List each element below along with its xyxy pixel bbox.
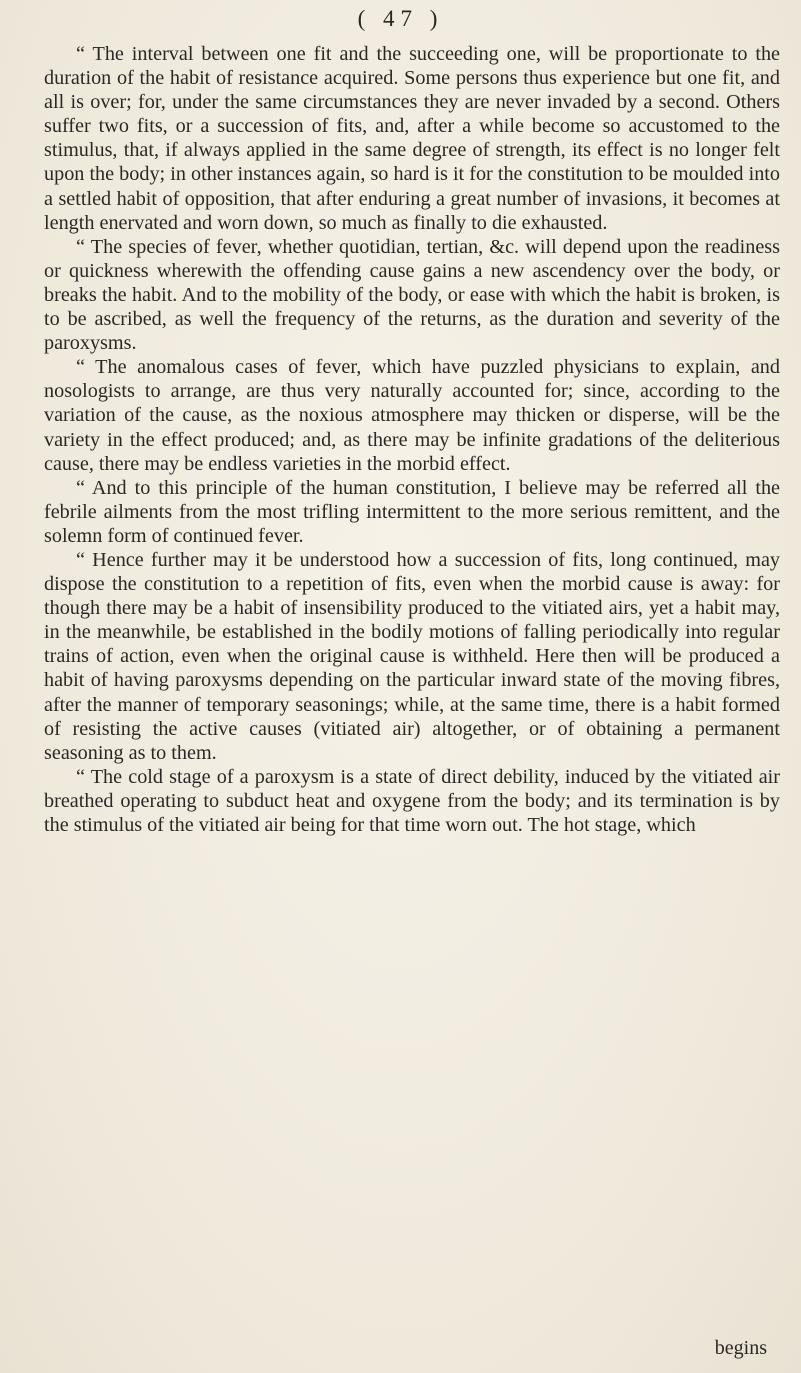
paragraph-2: “ The species of fever, whether quotidian, tertian, &c. will depend upon the readiness or quickness wherewith the offending cause gains a new ascendency over the body, or breaks the habit. And to the mobility of the body, or ease with which the habit is broken, is to be ascribed, as well the frequency of the returns, as the duration and severity of the paroxysms. [44,235,780,355]
paragraph-5: “ Hence further may it be understood how a succession of fits, long continued, may dispose the constitution to a repetition of fits, even when the morbid cause is away: for though there may be a habit of insensibility produced to the vitiated airs, yet a habit may, in the meanwhile, be established in the bodily motions of falling periodically into regular trains of action, even when the original cause is withheld. Here then will be produced a habit of having paroxysms depending on the particular inward state of the moving fibres, after the manner of temporary seasonings; while, at the same time, there is a habit formed of resisting the active causes (vitiated air) altogether, or of obtaining a permanent seasoning as to them. [44,548,780,764]
body-text [44,42,780,837]
page-number: ( 47 ) [357,6,444,31]
paragraph-1: “ The interval between one fit and the succeeding one, will be proportionate to the duration of the habit of resistance acquired. Some persons thus experience but one fit, and all is over; for, under the same circumstances they are never invaded by a second. Others suffer two fits, or a succession of fits, and, after a while become so accustomed to the stimulus, that, if always applied in the same degree of strength, its effect is no longer felt upon the body; in other instances again, so hard is it for the constitution to be moulded into a settled habit of opposition, that after enduring a great number of invasions, it becomes at length enervated and worn down, so much as finally to die exhausted. [44,43,780,234]
paragraph-6: “ The cold stage of a paroxysm is a state of direct debility, induced by the vitiated air breathed operating to subduct heat and oxygene from the body; and its termination is by the stimulus of the vitiated air being for that time worn out. The hot stage, which [44,765,780,836]
paragraph-4: “ And to this principle of the human constitution, I believe may be referred all the febrile ailments from the most trifling intermittent to the more serious remittent, and the solemn form of continued fever. [44,476,780,547]
paragraph-3: “ The anomalous cases of fever, which have puzzled physicians to explain, and nosologists to arrange, are thus very naturally accounted for; since, according to the variation of the cause, as the noxious atmosphere may thicken or disperse, will be the variety in the effect produced; and, as there may be infinite gradations of the deliterious cause, there may be endless varieties in the morbid effect. [44,356,780,475]
catchword: begins [714,1337,767,1359]
